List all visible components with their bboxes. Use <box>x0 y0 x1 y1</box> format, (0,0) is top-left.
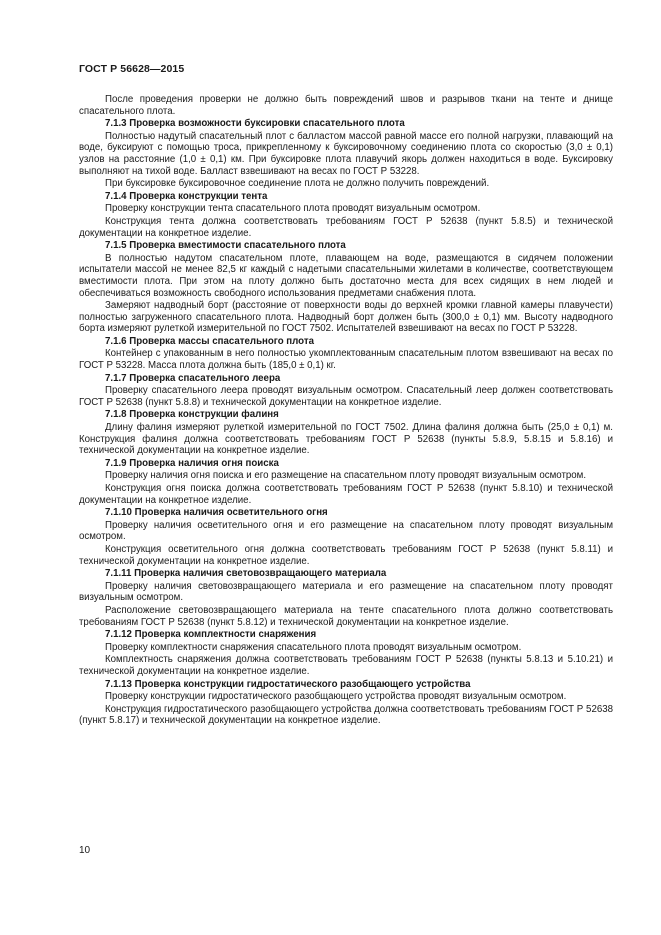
paragraph: Конструкция осветительного огня должна соответствовать требованиям ГОСТ Р 52638 (пункт 5.8.11) и технической документации на конкретное изделие. <box>79 543 613 567</box>
section-heading: 7.1.10 Проверка наличия осветительного огня <box>105 507 328 519</box>
paragraph: Конструкция гидростатического разобщающего устройства должна соответствовать требованиям ГОСТ Р 52638 (пункт 5.8.17) и технической документации на конкретное изделие. <box>79 703 613 727</box>
section-heading: 7.1.4 Проверка конструкции тента <box>105 190 268 202</box>
paragraph: Проверку конструкции гидростатического разобщающего устройства проводят визуальным осмотром. <box>105 691 567 703</box>
paragraph: Проверку наличия осветительного огня и его размещение на спасательном плоту проводят визуальным осмотром. <box>79 519 613 543</box>
paragraph: Замеряют надводный борт (расстояние от поверхности воды до верхней кромки главной камеры плавучести) полностью загруженного спасательного плота. Надводный борт должен быть (300,0 ± 0,1) мм. Высоту надводного борта измеряют рулеткой измерительной по ГОСТ 7502. Испытателей взвешивают на весах по ГОСТ Р 53228. <box>79 300 613 335</box>
paragraph: Проверку комплектности снаряжения спасательного плота проводят визуальным осмотром. <box>105 641 522 653</box>
page-number: 10 <box>79 845 91 856</box>
paragraph: Комплектность снаряжения должна соответствовать требованиям ГОСТ Р 52638 (пункты 5.8.13 и 5.10.21) и технической документации на конкретное изделие. <box>79 654 613 677</box>
paragraph: Проверку наличия огня поиска и его размещение на спасательном плоту проводят визуальным осмотром. <box>105 470 587 482</box>
section-heading: 7.1.3 Проверка возможности буксировки спасательного плота <box>105 118 405 130</box>
paragraph: При буксировке буксировочное соединение плота не должно получить повреждений. <box>105 178 490 190</box>
paragraph: Конструкция огня поиска должна соответствовать требованиям ГОСТ Р 52638 (пункт 5.8.10) и технической документации на конкретное изделие. <box>79 483 613 506</box>
paragraph: Проверку наличия световозвращающего материала и его размещение на спасательном плоту проводят визуальным осмотром. <box>79 580 613 604</box>
paragraph: Контейнер с упакованным в него полностью укомплектованным спасательным плотом взвешивают на весах по ГОСТ Р 53228. Масса плота должна быть (185,0 ± 0,1) кг. <box>79 348 613 372</box>
paragraph: Проверку спасательного леера проводят визуальным осмотром. Спасательный леер должен соответствовать ГОСТ Р 52638 (пункт 5.8.8) и технической документации на конкретное изделие. <box>79 385 613 408</box>
document-body <box>79 94 613 728</box>
section-heading: 7.1.12 Проверка комплектности снаряжения <box>105 629 317 641</box>
paragraph: Конструкция тента должна соответствовать требованиям ГОСТ Р 52638 (пункт 5.8.5) и технической документации на конкретное изделие. <box>79 215 613 239</box>
paragraph: Проверку конструкции тента спасательного плота проводят визуальным осмотром. <box>105 203 481 215</box>
paragraph: В полностью надутом спасательном плоте, плавающем на воде, размещаются в сидячем положении испытатели массой не менее 82,5 кг каждый с надетыми спасательными жилетами в количестве, соответствующем вместимости плота. При этом на плоту должно быть достаточно места для всех сидящих в нем людей и обеспечиваться возможность свободного использования предметами снабжения плота. <box>79 252 613 299</box>
section-heading: 7.1.8 Проверка конструкции фалиня <box>105 409 279 421</box>
section-heading: 7.1.11 Проверка наличия световозвращающего материала <box>105 568 387 580</box>
paragraph: После проведения проверки не должно быть повреждений швов и разрывов ткани на тенте и днище спасательного плота. <box>79 94 613 117</box>
paragraph: Полностью надутый спасательный плот с балластом массой равной массе его полной нагрузки, плавающий на воде, буксируют с помощью троса, прикрепленному к буксировочному соединению плота со скоростью (3,0 ± 0,1) узлов на расстояние (1,0 ± 0,1) км. При буксировке плота плавучий якорь должен находиться в воде. Буксировку выполняют на тихой воде. Балласт взвешивают на весах по ГОСТ Р 53228. <box>79 130 613 177</box>
paragraph: Длину фалиня измеряют рулеткой измерительной по ГОСТ 7502. Длина фалиня должна быть (25,0 ± 0,1) м. Конструкция фалиня должна соответствовать требованиям ГОСТ Р 52638 (пункты 5.8.9, 5.8.15 и 5.8.16) и технической документации на конкретное изделие. <box>79 422 613 457</box>
section-heading: 7.1.6 Проверка массы спасательного плота <box>105 335 314 347</box>
page-header-standard-code: ГОСТ Р 56628—2015 <box>79 63 185 75</box>
section-heading: 7.1.5 Проверка вместимости спасательного плота <box>105 240 346 252</box>
section-heading: 7.1.7 Проверка спасательного леера <box>105 372 281 384</box>
section-heading: 7.1.13 Проверка конструкции гидростатического разобщающего устройства <box>105 678 471 690</box>
paragraph: Расположение световозвращающего материала на тенте спасательного плота должно соответствовать требованиям ГОСТ Р 52638 (пункт 5.8.12) и технической документации на конкретное изделие. <box>79 604 613 628</box>
section-heading: 7.1.9 Проверка наличия огня поиска <box>105 457 279 469</box>
